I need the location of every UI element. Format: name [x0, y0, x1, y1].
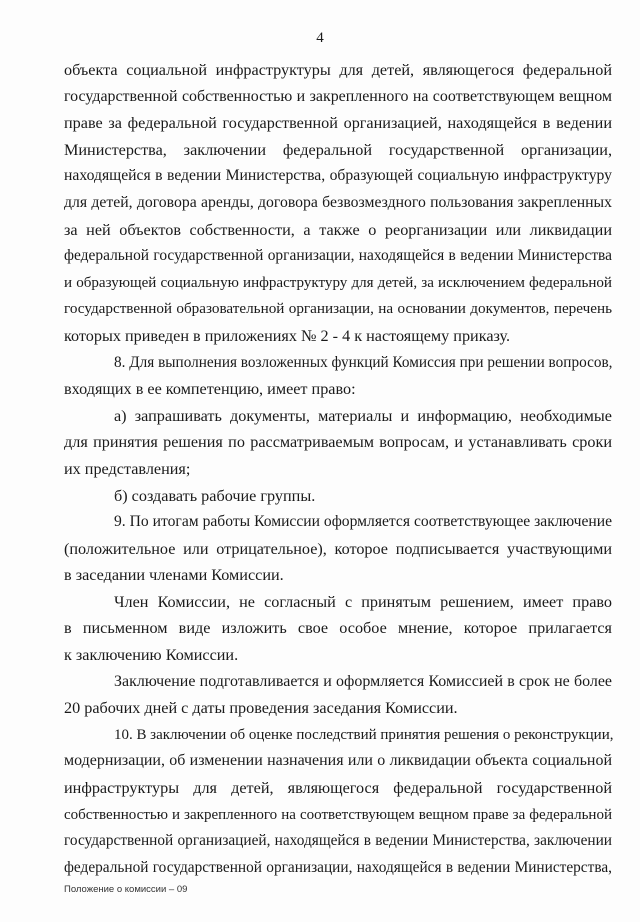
- text-line: и образующей социальную инфраструктуру для детей, за исключением федеральной: [64, 274, 612, 291]
- text-line: за ней объектов собственности, а также о реорганизации или ликвидации: [64, 220, 612, 239]
- text-line: к заключению Комиссии.: [64, 646, 239, 665]
- text-line: которых приведен в приложениях № 2 - 4 к настоящему приказу.: [64, 326, 511, 345]
- document-body: [64, 57, 612, 881]
- text-line: инфраструктуры для детей, являющегося федеральной государственной: [64, 779, 612, 798]
- text-line: их представления;: [64, 459, 191, 478]
- text-line: а) запрашивать документы, материалы и информацию, необходимые: [114, 406, 612, 425]
- text-line: федеральной государственной организации, находящейся в ведении Министерства,: [64, 858, 612, 876]
- text-line: Заключение подготавливается и оформляется Комиссией в срок не более: [114, 672, 612, 690]
- text-line: 10. В заключении об оценке последствий принятия решения о реконструкции,: [114, 726, 614, 743]
- page-footer: Положение о комиссии – 09: [64, 884, 188, 895]
- text-line: (положительное или отрицательное), которое подписывается участвующими: [64, 539, 612, 558]
- text-line: 8. Для выполнения возложенных функций Комиссия при решении вопросов,: [114, 353, 613, 371]
- text-line: праве за федеральной государственной организацией, находящейся в ведении: [64, 114, 612, 133]
- text-line: федеральной государственной организации, находящейся в ведении Министерства: [64, 247, 612, 265]
- text-line: государственной образовательной организации, на основании документов, перечень: [64, 300, 612, 318]
- text-line: Член Комиссии, не согласный с принятым решением, имеет право: [114, 592, 612, 611]
- text-line: для детей, договора аренды, договора безвозмездного пользования закрепленных: [64, 193, 612, 211]
- text-line: входящих в ее компетенцию, имеет право:: [64, 380, 356, 399]
- text-line: объекта социальной инфраструктуры для детей, являющегося федеральной: [64, 61, 612, 79]
- text-line: государственной организацией, находящейся в ведении Министерства, заключении: [64, 832, 612, 850]
- text-line: 20 рабочих дней с даты проведения заседания Комиссии.: [64, 699, 458, 718]
- text-line: в письменном виде изложить свое особое мнение, которое прилагается: [64, 619, 612, 638]
- text-line: находящейся в ведении Министерства, образующей социальную инфраструктуру: [64, 167, 612, 185]
- text-line: собственностью и закрепленного на соответствующем вещном праве за федеральной: [64, 806, 612, 823]
- text-line: Министерства, заключении федеральной государственной организации,: [64, 140, 612, 159]
- text-line: в заседании членами Комиссии.: [64, 566, 284, 585]
- text-line: государственной собственностью и закрепленного на соответствующем вещном: [64, 87, 612, 105]
- text-line: 9. По итогам работы Комиссии оформляется соответствующее заключение: [114, 513, 612, 531]
- text-line: модернизации, об изменении назначения или о ликвидации объекта социальной: [64, 752, 612, 770]
- text-line: б) создавать рабочие группы.: [114, 486, 316, 505]
- text-line: для принятия решения по рассматриваемым вопросам, и устанавливать сроки: [64, 433, 612, 452]
- page-number: 4: [316, 30, 324, 46]
